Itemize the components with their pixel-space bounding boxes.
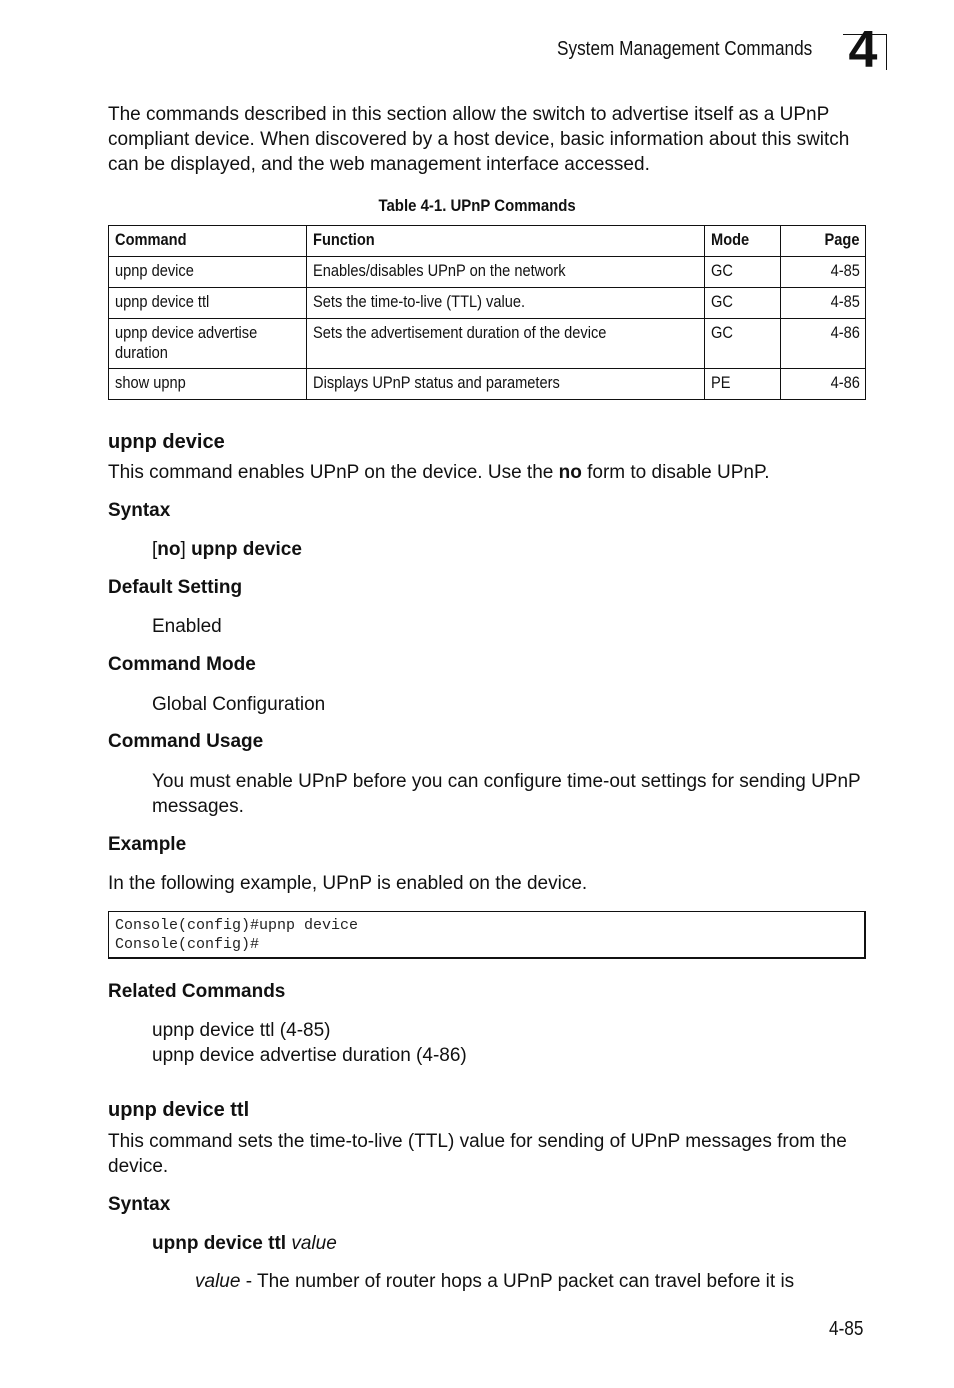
table-row [109, 288, 866, 319]
example-intro: In the following example, UPnP is enabled on the device. [108, 873, 588, 894]
section-title-upnp-device-ttl: upnp device ttl [108, 1099, 250, 1121]
cell-function: Enables/disables UPnP on the network [306, 257, 705, 288]
example-heading: Example [108, 834, 187, 855]
cell-command: upnp device advertise duration [109, 319, 307, 369]
related-command-item: upnp device ttl (4-85) [152, 1020, 331, 1041]
cell-mode: PE [705, 369, 781, 400]
command-usage-heading: Command Usage [108, 731, 264, 752]
command-usage-text: You must enable UPnP before you can configure time-out settings for sending UPnP messages. [152, 771, 861, 817]
command-mode-value: Global Configuration [152, 694, 326, 715]
chapter-number: 4 [848, 21, 878, 79]
intro-paragraph: The commands described in this section allow the switch to advertise itself as a UPnP compliant device. When discovered by a host device, basic information about this switch can be displayed, and the web management interface accessed. [108, 104, 850, 175]
table-row [109, 257, 866, 288]
section-description: This command sets the time-to-live (TTL) value for sending of UPnP messages from the device. [108, 1131, 847, 1177]
code-example-box [108, 911, 866, 959]
related-command-item: upnp device advertise duration (4-86) [152, 1045, 467, 1066]
default-setting-value: Enabled [152, 616, 222, 637]
running-header: System Management Commands [557, 38, 813, 60]
table-header-row [109, 226, 866, 257]
syntax-line: upnp device ttl value [152, 1233, 337, 1254]
section-description: This command enables UPnP on the device. Use the no form to disable UPnP. [108, 462, 770, 483]
page-number: 4-85 [829, 1318, 864, 1340]
cell-function: Sets the time-to-live (TTL) value. [306, 288, 705, 319]
column-header-function: Function [306, 226, 705, 257]
column-header-command: Command [109, 226, 307, 257]
related-commands-heading: Related Commands [108, 981, 286, 1002]
cell-page: 4-85 [781, 288, 866, 319]
cell-function: Displays UPnP status and parameters [306, 369, 705, 400]
cell-page: 4-86 [781, 369, 866, 400]
syntax-heading: Syntax [108, 500, 171, 521]
table-caption: Table 4-1. UPnP Commands [378, 196, 576, 215]
section-title-upnp-device: upnp device [108, 431, 225, 453]
parameter-description: value - The number of router hops a UPnP packet can travel before it is [195, 1271, 795, 1292]
command-mode-heading: Command Mode [108, 654, 256, 675]
default-setting-heading: Default Setting [108, 577, 243, 598]
cell-command: show upnp [109, 369, 307, 400]
table-row [109, 369, 866, 400]
table-row [109, 319, 866, 369]
cell-command: upnp device ttl [109, 288, 307, 319]
code-line: Console(config)# [115, 936, 260, 953]
cell-mode: GC [705, 319, 781, 369]
syntax-line: [no] upnp device [152, 539, 302, 560]
code-line: Console(config)#upnp device [115, 917, 359, 934]
cell-page: 4-85 [781, 257, 866, 288]
cell-function: Sets the advertisement duration of the device [306, 319, 705, 369]
commands-table [108, 225, 866, 400]
column-header-mode: Mode [705, 226, 781, 257]
column-header-page: Page [781, 226, 866, 257]
cell-mode: GC [705, 257, 781, 288]
cell-mode: GC [705, 288, 781, 319]
cell-page: 4-86 [781, 319, 866, 369]
cell-command: upnp device [109, 257, 307, 288]
syntax-heading: Syntax [108, 1194, 171, 1215]
